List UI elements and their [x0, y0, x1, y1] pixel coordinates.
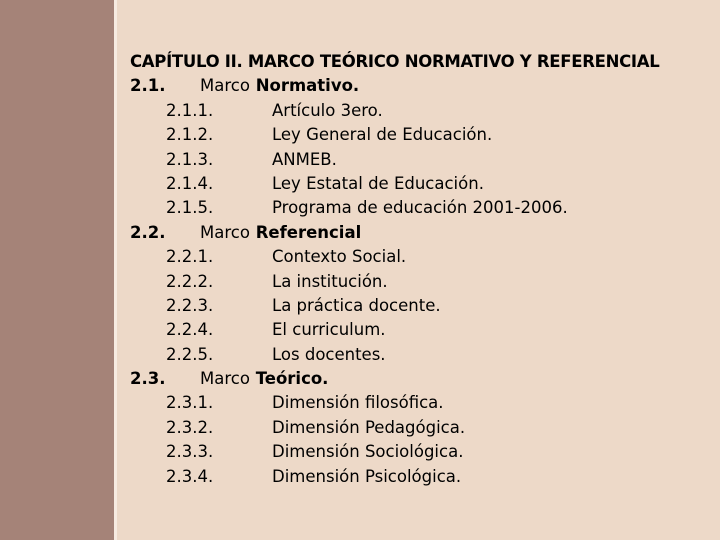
section-number: 2.3.: [130, 369, 166, 389]
section-title: [200, 221, 361, 245]
section-number: 2.1.: [130, 76, 166, 96]
subsection-number: 2.2.5.: [166, 344, 214, 364]
subsection-number: 2.3.2.: [166, 417, 214, 437]
subsection-text: Dimensión filosófica.: [272, 393, 444, 413]
subsection-text: ANMEB.: [272, 149, 337, 169]
subsection-number: 2.1.1.: [166, 100, 214, 120]
subsection-number: 2.1.2.: [166, 125, 214, 145]
subsection-item: [130, 318, 710, 342]
subsection-text: El curriculum.: [272, 320, 386, 340]
subsection-number: 2.1.3.: [166, 149, 214, 169]
subsection-item: [130, 172, 710, 196]
subsection-text: Dimensión Sociológica.: [272, 442, 464, 462]
left-sidebar-band: [0, 0, 114, 540]
subsection-item: [130, 465, 710, 489]
section-heading: [130, 74, 710, 98]
subsection-text: Ley General de Educación.: [272, 125, 493, 145]
subsection-number: 2.1.5.: [166, 198, 214, 218]
subsection-text: Artículo 3ero.: [272, 100, 383, 120]
section-number: 2.2.: [130, 222, 166, 242]
subsection-text: Dimensión Psicológica.: [272, 466, 462, 486]
subsection-item: [130, 196, 710, 220]
subsection-item: [130, 245, 710, 269]
section-heading: [130, 367, 710, 391]
subsection-number: 2.3.3.: [166, 442, 214, 462]
subsection-text: Dimensión Pedagógica.: [272, 417, 466, 437]
subsection-text: Contexto Social.: [272, 247, 407, 267]
subsection-number: 2.3.4.: [166, 466, 214, 486]
subsection-item: [130, 123, 710, 147]
subsection-number: 2.2.3.: [166, 295, 214, 315]
section-name: Teórico.: [255, 369, 329, 389]
section-prefix: Marco: [200, 222, 250, 242]
section-name: Normativo.: [255, 76, 360, 96]
subsection-text: La institución.: [272, 271, 388, 291]
subsection-number: 2.1.4.: [166, 173, 214, 193]
sidebar-edge-line: [114, 0, 117, 540]
subsection-item: [130, 99, 710, 123]
chapter-title: CAPÍTULO II. MARCO TEÓRICO NORMATIVO Y REFERENCIAL: [130, 52, 660, 71]
subsection-number: 2.2.1.: [166, 247, 214, 267]
subsection-item: [130, 148, 710, 172]
subsection-item: [130, 440, 710, 464]
section-name: Referencial: [255, 222, 362, 242]
subsection-text: Programa de educación 2001-2006.: [272, 198, 568, 218]
section-prefix: Marco: [200, 76, 250, 96]
subsection-text: Ley Estatal de Educación.: [272, 173, 484, 193]
subsection-number: 2.3.1.: [166, 393, 214, 413]
section-title: [200, 367, 328, 391]
subsection-item: [130, 391, 710, 415]
subsection-item: [130, 343, 710, 367]
chapter-outline: [130, 50, 710, 489]
subsection-item: [130, 294, 710, 318]
subsection-text: Los docentes.: [272, 344, 386, 364]
section-heading: [130, 221, 710, 245]
subsection-number: 2.2.2.: [166, 271, 214, 291]
section-title: [200, 74, 359, 98]
subsection-item: [130, 270, 710, 294]
subsection-number: 2.2.4.: [166, 320, 214, 340]
section-prefix: Marco: [200, 369, 250, 389]
subsection-text: La práctica docente.: [272, 295, 441, 315]
subsection-item: [130, 416, 710, 440]
